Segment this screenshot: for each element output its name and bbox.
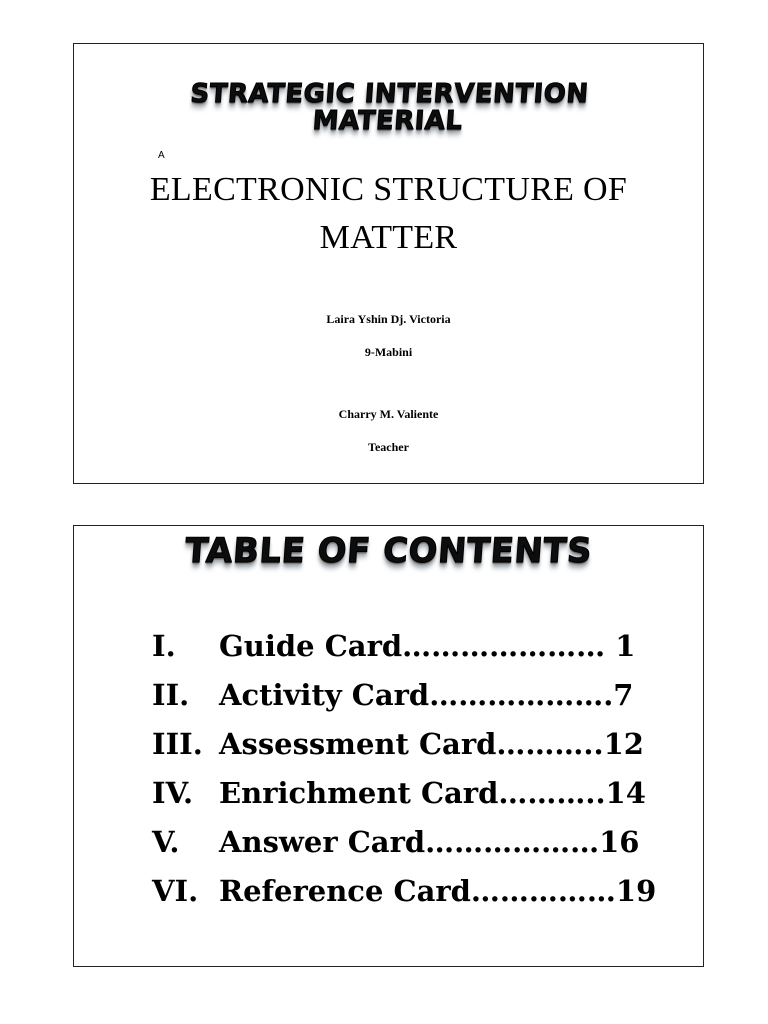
toc-item-number: V. <box>152 825 180 859</box>
student-name: Laira Yshin Dj. Victoria <box>326 312 451 326</box>
main-title <box>74 166 703 262</box>
teacher-role: Teacher <box>368 440 409 454</box>
toc-item-text: Assessment Card………..12 <box>219 727 644 761</box>
toc-item <box>152 867 656 916</box>
sim-title <box>72 81 705 136</box>
main-title-line1: ELECTRONIC STRUCTURE OF <box>149 171 628 208</box>
toc-item-number: IV. <box>152 776 194 810</box>
toc-item-text: Reference Card……………19 <box>219 874 657 908</box>
toc-item-text: Activity Card……………….7 <box>219 678 634 712</box>
toc-item-number: II. <box>152 678 190 712</box>
table-of-contents-page <box>73 525 704 967</box>
toc-item <box>152 769 656 818</box>
main-title-line2: MATTER <box>319 219 458 256</box>
toc-item <box>152 818 656 867</box>
cover-page <box>73 43 704 484</box>
toc-item-text: Guide Card………………… 1 <box>219 629 636 663</box>
toc-item <box>152 720 656 769</box>
toc-item <box>152 671 656 720</box>
letter-a: A <box>158 150 165 161</box>
teacher-name: Charry M. Valiente <box>338 407 439 421</box>
toc-item-number: III. <box>152 727 203 761</box>
toc-item-number: VI. <box>152 874 199 908</box>
toc-item <box>152 622 656 671</box>
sim-title-line1: STRATEGIC INTERVENTION <box>189 79 590 109</box>
student-section: 9-Mabini <box>364 345 413 359</box>
toc-item-text: Enrichment Card………..14 <box>219 776 646 810</box>
toc-title: TABLE OF CONTENTS <box>183 531 594 571</box>
toc-list <box>152 622 656 916</box>
sim-title-line2: MATERIAL <box>311 106 464 137</box>
toc-item-number: I. <box>152 629 176 663</box>
toc-item-text: Answer Card………………16 <box>219 825 640 859</box>
